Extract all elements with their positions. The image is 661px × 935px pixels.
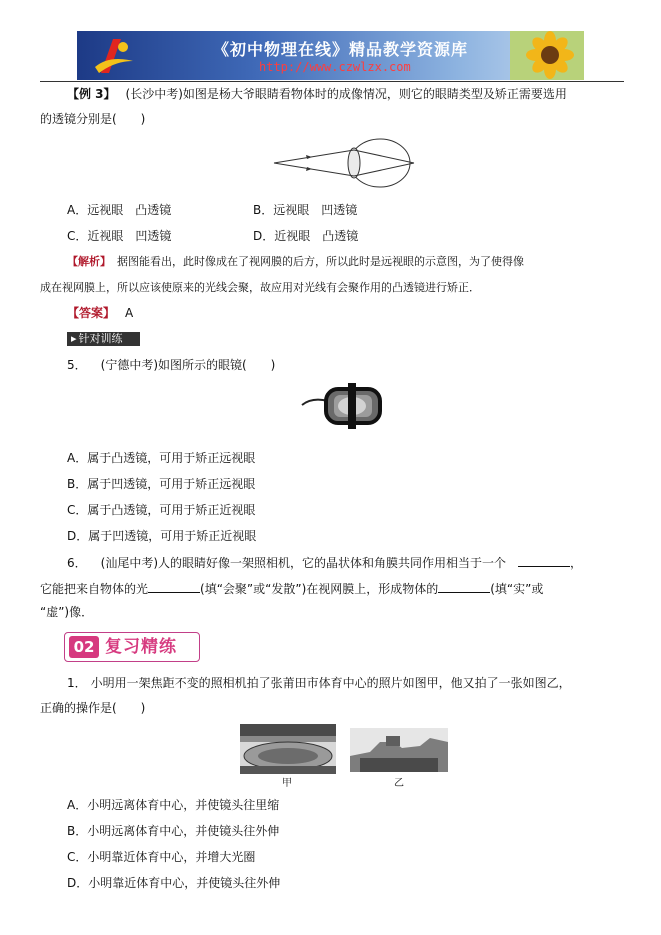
photo-b-label: 乙 (394, 778, 404, 789)
section-header (64, 632, 200, 662)
eye-diagram (272, 138, 418, 188)
answer-value: A (125, 306, 134, 320)
example-option-a: A．远视眼 凸透镜 (67, 203, 172, 217)
q5-stem: 5． (宁德中考)如图所示的眼镜( ) (67, 358, 276, 372)
q5-option-c: C．属于凸透镜，可用于矫正近视眼 (67, 503, 256, 517)
stadium-photo-a (240, 724, 336, 774)
photo-a-label: 甲 (282, 778, 292, 789)
example-line1: (长沙中考)如图是杨大爷眼睛看物体时的成像情况，则它的眼睛类型及矫正需要选用 (125, 87, 567, 101)
stadium-photo-b (350, 728, 448, 772)
q5-option-d: D．属于凹透镜，可用于矫正近视眼 (67, 529, 257, 543)
banner-url: http://www.czwlzx.com (259, 60, 411, 74)
training-tag: ▸ 针对训练 (67, 332, 140, 346)
q5-option-b: B．属于凹透镜，可用于矫正远视眼 (67, 477, 256, 491)
example-option-d: D．近视眼 凸透镜 (253, 229, 359, 243)
q5-option-a: A．属于凸透镜，可用于矫正远视眼 (67, 451, 256, 465)
q6-line1: 6． (汕尾中考)人的眼睛好像一架照相机，它的晶状体和角膜共同作用相当于一个 ， (67, 556, 583, 570)
header-rule (40, 81, 624, 82)
example-option-c: C．近视眼 凹透镜 (67, 229, 172, 243)
example-option-b: B．远视眼 凹透镜 (253, 203, 358, 217)
analysis-line1: 【解析】 据图能看出，此时像成在了视网膜的后方，所以此时是远视眼的示意图，为了使得像 (67, 255, 524, 268)
banner-title: 《初中物理在线》精品教学资源库 (213, 40, 469, 59)
answer-line (67, 305, 133, 321)
answer-tag: 【答案】 (67, 306, 116, 320)
q1-line1: 1． 小明用一架焦距不变的照相机拍了张莆田市体育中心的照片如图甲，他又拍了一张如图乙， (67, 676, 571, 690)
q6-line3: “虚”)像． (40, 605, 94, 619)
example-question (67, 86, 567, 102)
q1-option-c: C．小明靠近体育中心，并增大光圈 (67, 850, 256, 864)
q1-option-d: D．小明靠近体育中心，并使镜头往外伸 (67, 876, 281, 890)
q1-option-b: B．小明远离体育中心，并使镜头往外伸 (67, 824, 280, 838)
example-tag: 【例 3】 (67, 87, 116, 101)
sunflower-icon (510, 31, 584, 80)
site-logo-icon (91, 37, 137, 75)
answer-blank[interactable] (518, 554, 570, 567)
header-banner (77, 31, 584, 80)
section-title: 复习精练 (105, 637, 177, 657)
section-number: 02 (69, 636, 99, 658)
q1-option-a: A．小明远离体育中心，并使镜头往里缩 (67, 798, 280, 812)
analysis-tag: 【解析】 (67, 255, 111, 268)
q1-line2: 正确的操作是( ) (40, 701, 146, 715)
arrow-icon: ▸ (71, 332, 77, 345)
q6-line2: 它能把来自物体的光 (填“会聚”或“发散”)在视网膜上，形成物体的 (填“实”或 (40, 582, 544, 596)
glasses-image (300, 383, 388, 429)
analysis-line2: 成在视网膜上，所以应该使原来的光线会聚，故应用对光线有会聚作用的凸透镜进行矫正． (40, 281, 480, 294)
example-line2: 的透镜分别是( ) (40, 112, 146, 126)
answer-blank[interactable] (438, 580, 490, 593)
answer-blank[interactable] (148, 580, 200, 593)
